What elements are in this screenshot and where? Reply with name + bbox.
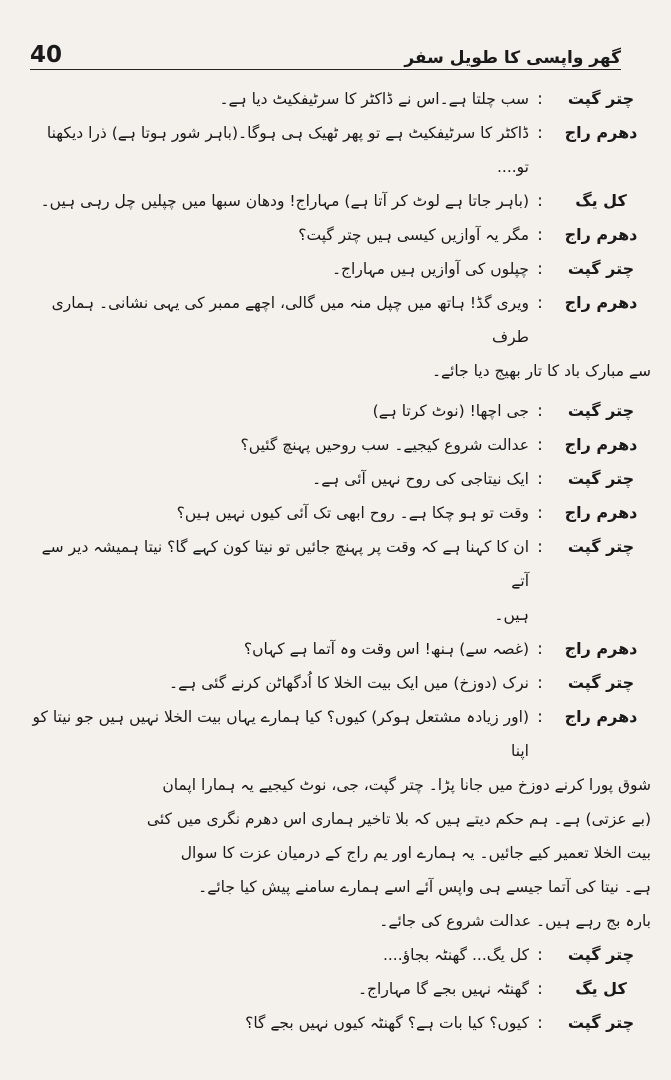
dialogue-line — [28, 252, 651, 286]
page-number: 40 — [30, 42, 63, 68]
speaker-name: دھرم راج — [564, 293, 638, 312]
speaker-name: دھرم راج — [564, 503, 638, 522]
speech-text: جی اچھا! (نوٹ کرتا ہے) — [372, 402, 529, 420]
speaker-name: کل یگ — [575, 191, 627, 210]
running-title: گھر واپسی کا طویل سفر — [404, 48, 621, 68]
speech-text: (اور زیادہ مشتعل ہوکر) کیوں؟ کیا ہمارے یہاں بیت الخلا نہیں ہیں جو نیتا کو اپنا — [32, 708, 529, 760]
speaker-name: دھرم راج — [564, 225, 638, 244]
colon-separator: : — [537, 123, 543, 143]
colon-separator: : — [537, 503, 543, 523]
dialogue-line — [28, 116, 651, 184]
speech-continuation: بیت الخلا تعمیر کیے جائیں۔ یہ ہمارے اور یم راج کے درمیان عزت کا سوال — [180, 844, 651, 862]
dialogue-line — [28, 286, 651, 354]
speaker-name: چتر گپت — [567, 537, 635, 556]
speech-continuation: شوق پورا کرنے دوزخ میں جانا پڑا۔ چتر گپت، جی، نوٹ کیجیے یہ ہمارا اپمان — [162, 776, 651, 794]
dialogue-line — [28, 82, 651, 116]
header-rule — [30, 69, 621, 70]
colon-separator: : — [537, 673, 543, 693]
dialogue-line — [28, 218, 651, 252]
colon-separator: : — [537, 225, 543, 245]
speech-text: نرک (دوزخ) میں ایک بیت الخلا کا اُدگھاٹن کرنے گئی ہے۔ — [169, 674, 529, 692]
colon-separator: : — [537, 707, 543, 727]
colon-separator: : — [537, 979, 543, 999]
dialogue-line — [28, 394, 651, 428]
dialogue-body — [28, 82, 651, 1040]
dialogue-line — [28, 1006, 651, 1040]
speech-text: گھنٹہ نہیں بجے گا مہاراج۔ — [357, 980, 529, 998]
dialogue-line — [28, 972, 651, 1006]
speech-text: ایک نیتاجی کی روح نہیں آئی ہے۔ — [312, 470, 529, 488]
speaker-name: چتر گپت — [567, 89, 635, 108]
speech-text: (باہر جاتا ہے لوٹ کر آتا ہے) مہاراج! ودھان سبھا میں چپلیں چل رہی ہیں۔ — [40, 192, 529, 210]
dialogue-line — [28, 496, 651, 530]
speaker-name: دھرم راج — [564, 707, 638, 726]
speaker-name: چتر گپت — [567, 673, 635, 692]
speech-text: (غصہ سے) ہنھ! اس وقت وہ آتما ہے کہاں؟ — [243, 640, 529, 658]
colon-separator: : — [537, 191, 543, 211]
colon-separator: : — [537, 401, 543, 421]
speech-text: سب چلتا ہے۔اس نے ڈاکٹر کا سرٹیفکیٹ دیا ہے۔ — [219, 90, 529, 108]
page-header — [30, 36, 621, 68]
colon-separator: : — [537, 1013, 543, 1033]
colon-separator: : — [537, 469, 543, 489]
speaker-name: چتر گپت — [567, 401, 635, 420]
dialogue-line — [28, 938, 651, 972]
speech-continuation: بارہ بج رہے ہیں۔ عدالت شروع کی جائے۔ — [379, 912, 651, 930]
dialogue-line — [28, 666, 651, 700]
speaker-name: دھرم راج — [564, 435, 638, 454]
speaker-name: دھرم راج — [564, 639, 638, 658]
speech-text: کیوں؟ کیا بات ہے؟ گھنٹہ کیوں نہیں بجے گا؟ — [245, 1014, 529, 1032]
speaker-name: چتر گپت — [567, 259, 635, 278]
speaker-name: کل یگ — [575, 979, 627, 998]
dialogue-line — [28, 184, 651, 218]
colon-separator: : — [537, 435, 543, 455]
speech-continuation: سے مبارک باد کا تار بھیج دیا جائے۔ — [431, 362, 651, 380]
speaker-name: چتر گپت — [567, 1013, 635, 1032]
speech-continuation: ہے۔ نیتا کی آتما جیسے ہی واپس آئے اسے ہمارے سامنے پیش کیا جائے۔ — [198, 878, 651, 896]
speech-text: کل یگ... گھنٹہ بجاؤ.... — [382, 946, 529, 964]
speech-continuation: ہیں۔ — [494, 606, 529, 624]
colon-separator: : — [537, 945, 543, 965]
colon-separator: : — [537, 259, 543, 279]
dialogue-line — [28, 700, 651, 768]
speaker-name: دھرم راج — [564, 123, 638, 142]
speaker-name: چتر گپت — [567, 469, 635, 488]
dialogue-line — [28, 428, 651, 462]
speech-continuation: (بے عزتی) ہے۔ ہم حکم دیتے ہیں کہ بلا تاخیر ہماری اس دھرم نگری میں کئی — [146, 810, 651, 828]
dialogue-line — [28, 462, 651, 496]
speech-text: ویری گڈ! ہاتھ میں چپل منہ میں گالی، اچھے ممبر کی یہی نشانی۔ ہماری طرف — [51, 294, 529, 346]
colon-separator: : — [537, 537, 543, 557]
speech-text: عدالت شروع کیجیے۔ سب روحیں پہنچ گئیں؟ — [240, 436, 529, 454]
colon-separator: : — [537, 293, 543, 313]
speech-text: وقت تو ہو چکا ہے۔ روح ابھی تک آئی کیوں نہیں ہیں؟ — [176, 504, 529, 522]
dialogue-line — [28, 530, 651, 598]
colon-separator: : — [537, 89, 543, 109]
speaker-name: چتر گپت — [567, 945, 635, 964]
speech-text: چپلوں کی آوازیں ہیں مہاراج۔ — [331, 260, 529, 278]
speech-text: مگر یہ آوازیں کیسی ہیں چتر گپت؟ — [298, 226, 529, 244]
dialogue-line — [28, 632, 651, 666]
speech-text: ڈاکٹر کا سرٹیفکیٹ ہے تو پھر ٹھیک ہی ہوگا۔(باہر شور ہوتا ہے) ذرا دیکھنا تو.... — [46, 124, 529, 176]
colon-separator: : — [537, 639, 543, 659]
speech-text: ان کا کہنا ہے کہ وقت پر پہنچ جائیں تو نیتا کون کہے گا؟ نیتا ہمیشہ دیر سے آتے — [41, 538, 529, 590]
